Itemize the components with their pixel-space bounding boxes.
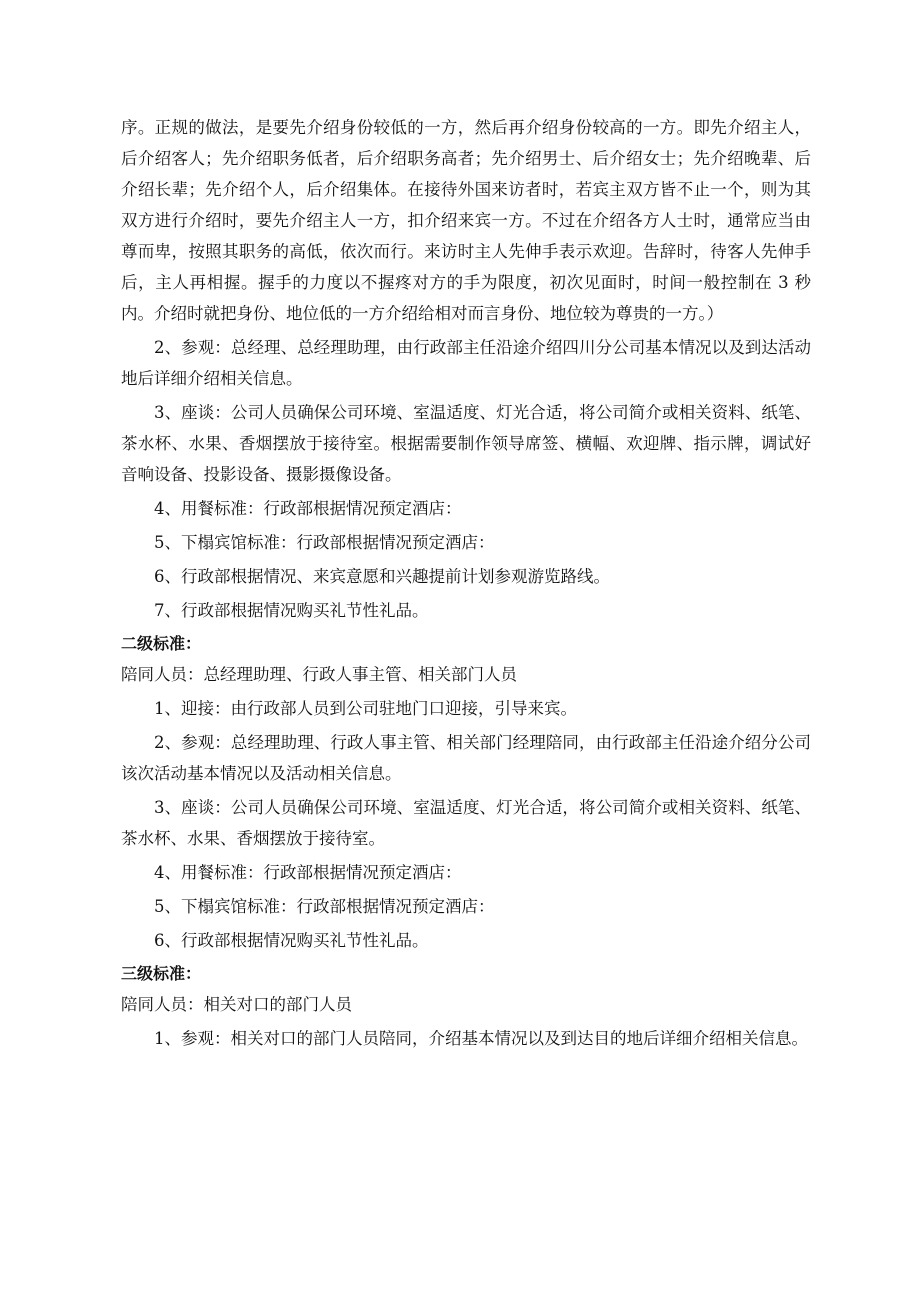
level1-item-2: 2、参观：总经理、总经理助理，由行政部主任沿途介绍四川分公司基本情况以及到达活动地后详细介绍相关信息。 bbox=[121, 338, 811, 388]
level2-companions: 陪同人员：总经理助理、行政人事主管、相关部门人员 bbox=[121, 665, 517, 684]
level2-item-5: 5、下榻宾馆标准：行政部根据情况预定酒店： bbox=[154, 897, 495, 916]
level3-item-1: 1、参观：相关对口的部门人员陪同，介绍基本情况以及到达目的地后详细介绍相关信息。 bbox=[154, 1029, 808, 1048]
level1-item-4: 4、用餐标准：行政部根据情况预定酒店： bbox=[154, 499, 462, 518]
level2-item-3: 3、座谈：公司人员确保公司环境、室温适度、灯光合适，将公司简介或相关资料、纸笔、茶水杯、水果、香烟摆放于接待室。 bbox=[121, 798, 811, 848]
level3-companions: 陪同人员：相关对口的部门人员 bbox=[121, 995, 352, 1014]
intro-paragraph: 序。正规的做法，是要先介绍身份较低的一方，然后再介绍身份较高的一方。即先介绍主人，后介绍客人；先介绍职务低者，后介绍职务高者；先介绍男士、后介绍女士；先介绍晚辈、后介绍长辈；先介绍个人，后介绍集体。在接待外国来访者时，若宾主双方皆不止一个，则为其双方进行介绍时，要先介绍主人一方，扣介绍来宾一方。不过在介绍各方人士时，通常应当由尊而卑，按照其职务的高低，依次而行。来访时主人先伸手表示欢迎。告辞时，待客人先伸手后，主人再相握。握手的力度以不握疼对方的手为限度，初次见面时，时间一般控制在 3 秒内。介绍时就把身份、地位低的一方介绍给相对而言身份、地位较为尊贵的一方。） bbox=[121, 118, 811, 323]
level2-item-6: 6、行政部根据情况购买礼节性礼品。 bbox=[154, 931, 429, 950]
level1-item-3: 3、座谈：公司人员确保公司环境、室温适度、灯光合适，将公司简介或相关资料、纸笔、茶水杯、水果、香烟摆放于接待室。根据需要制作领导席签、横幅、欢迎牌、指示牌，调试好音响设备、投影设备、摄影摄像设备。 bbox=[121, 403, 811, 484]
level2-item-2: 2、参观：总经理助理、行政人事主管、相关部门经理陪同，由行政部主任沿途介绍分公司该次活动基本情况以及活动相关信息。 bbox=[121, 733, 811, 783]
level1-item-7: 7、行政部根据情况购买礼节性礼品。 bbox=[154, 601, 429, 620]
level2-heading: 二级标准： bbox=[121, 634, 202, 653]
level3-heading: 三级标准： bbox=[121, 964, 202, 983]
level1-item-5: 5、下榻宾馆标准：行政部根据情况预定酒店： bbox=[154, 533, 495, 552]
level2-item-4: 4、用餐标准：行政部根据情况预定酒店： bbox=[154, 863, 462, 882]
document-page bbox=[121, 112, 811, 1054]
level1-item-6: 6、行政部根据情况、来宾意愿和兴趣提前计划参观游览路线。 bbox=[154, 567, 610, 586]
level2-item-1: 1、迎接：由行政部人员到公司驻地门口迎接，引导来宾。 bbox=[154, 699, 577, 718]
